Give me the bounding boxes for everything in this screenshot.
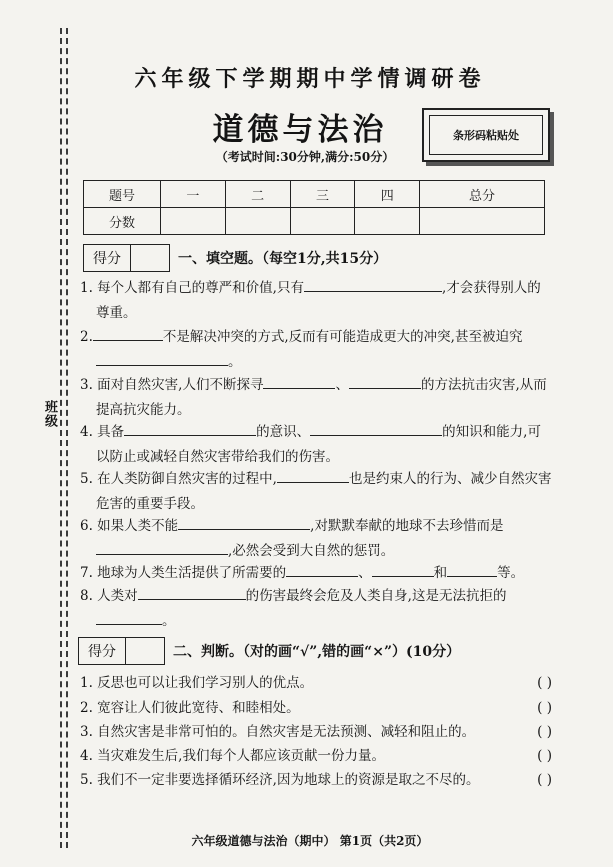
score-table-header: 二 bbox=[225, 181, 290, 208]
fill-question-2: 2. 不是解决冲突的方式,反而有可能造成更大的冲突,甚至被迫究 。 bbox=[80, 325, 552, 375]
section2-title: 二、判断。（对的画“√”,错的画“×”）(10分） bbox=[173, 644, 461, 660]
answer-blank[interactable] bbox=[447, 562, 497, 577]
exam-title: 六年级下学期期中学情调研卷 bbox=[134, 66, 486, 92]
answer-blank[interactable] bbox=[349, 374, 421, 389]
section1-header bbox=[83, 244, 387, 272]
score-table-header-row bbox=[84, 181, 545, 208]
answer-blank[interactable] bbox=[286, 562, 358, 577]
answer-blank[interactable] bbox=[310, 421, 442, 436]
section1-title: 一、填空题。（每空1分,共15分） bbox=[178, 251, 388, 267]
score-box-label: 得分 bbox=[79, 638, 126, 664]
answer-paren[interactable]: ( ) bbox=[537, 724, 552, 740]
fill-question-6: 6. 如果人类不能 ,对默默奉献的地球不去珍惜而是 ,必然会受到大自然的惩罚。 bbox=[80, 514, 552, 564]
answer-blank[interactable] bbox=[372, 562, 434, 577]
answer-paren[interactable]: ( ) bbox=[537, 700, 552, 716]
section2-header bbox=[78, 637, 460, 665]
score-cell[interactable] bbox=[420, 208, 545, 235]
score-table-header: 总分 bbox=[420, 181, 545, 208]
score-cell[interactable] bbox=[355, 208, 420, 235]
score-table-row bbox=[84, 208, 545, 235]
exam-info: （考试时间:30分钟,满分:50分） bbox=[215, 150, 395, 164]
fill-question-1: 1. 每个人都有自己的尊严和价值,只有 ,才会获得别人的 尊重。 bbox=[80, 276, 552, 326]
answer-blank[interactable] bbox=[277, 468, 349, 483]
score-cell[interactable] bbox=[290, 208, 355, 235]
score-row-label: 分数 bbox=[84, 208, 161, 235]
binding-line-left bbox=[60, 28, 62, 848]
answer-paren[interactable]: ( ) bbox=[537, 675, 552, 691]
answer-blank[interactable] bbox=[124, 421, 256, 436]
score-table bbox=[83, 180, 545, 235]
section2-score-box bbox=[78, 637, 165, 665]
judge-item-3: 3. 自然灾害是非常可怕的。自然灾害是无法预测、减轻和阻止的。 ( ) bbox=[80, 724, 552, 740]
judge-item-1: 1. 反思也可以让我们学习别人的优点。 ( ) bbox=[80, 675, 552, 691]
answer-blank[interactable] bbox=[96, 540, 228, 555]
answer-blank[interactable] bbox=[178, 515, 310, 530]
fill-question-8: 8. 人类对 的伤害最终会危及人类自身,这是无法抗拒的 。 bbox=[80, 584, 552, 634]
score-cell[interactable] bbox=[225, 208, 290, 235]
answer-blank[interactable] bbox=[138, 585, 246, 600]
fill-question-3: 3. 面对自然灾害,人们不断探寻 、 的方法抗击灾害,从而 提高抗灾能力。 bbox=[80, 373, 552, 423]
fill-question-5: 5. 在人类防御自然灾害的过程中, 也是约束人的行为、减少自然灾害 危害的重要手段。 bbox=[80, 467, 552, 517]
judge-item-2: 2. 宽容让人们彼此宽待、和睦相处。 ( ) bbox=[80, 700, 552, 716]
answer-blank[interactable] bbox=[304, 277, 442, 292]
judge-item-5: 5. 我们不一定非要选择循环经济,因为地球上的资源是取之不尽的。 ( ) bbox=[80, 772, 552, 788]
score-cell[interactable] bbox=[161, 208, 226, 235]
score-box-label: 得分 bbox=[84, 245, 131, 271]
binding-line-right bbox=[66, 28, 68, 848]
answer-paren[interactable]: ( ) bbox=[537, 772, 552, 788]
score-table-header: 四 bbox=[355, 181, 420, 208]
answer-paren[interactable]: ( ) bbox=[537, 748, 552, 764]
class-field-label: 班级 bbox=[42, 400, 57, 428]
answer-blank[interactable] bbox=[93, 326, 163, 341]
score-box-blank[interactable] bbox=[131, 245, 169, 271]
score-table-header: 一 bbox=[161, 181, 226, 208]
fill-question-4: 4. 具备 的意识、 的知识和能力,可 以防止或减轻自然灾害带给我们的伤害。 bbox=[80, 420, 552, 470]
page-footer: 六年级道德与法治（期中） 第1页（共2页） bbox=[191, 834, 429, 848]
subject-title: 道德与法治 bbox=[212, 112, 388, 148]
judge-item-4: 4. 当灾难发生后,我们每个人都应该贡献一份力量。 ( ) bbox=[80, 748, 552, 764]
fill-question-7: 7. 地球为人类生活提供了所需要的 、 和 等。 bbox=[80, 561, 552, 586]
score-table-header: 题号 bbox=[84, 181, 161, 208]
answer-blank[interactable] bbox=[263, 374, 335, 389]
score-table-header: 三 bbox=[290, 181, 355, 208]
barcode-area bbox=[422, 108, 550, 162]
answer-blank[interactable] bbox=[96, 610, 162, 625]
answer-blank[interactable] bbox=[96, 351, 228, 366]
barcode-label: 条形码粘贴处 bbox=[453, 129, 519, 142]
score-box-blank[interactable] bbox=[126, 638, 164, 664]
section1-score-box bbox=[83, 244, 170, 272]
